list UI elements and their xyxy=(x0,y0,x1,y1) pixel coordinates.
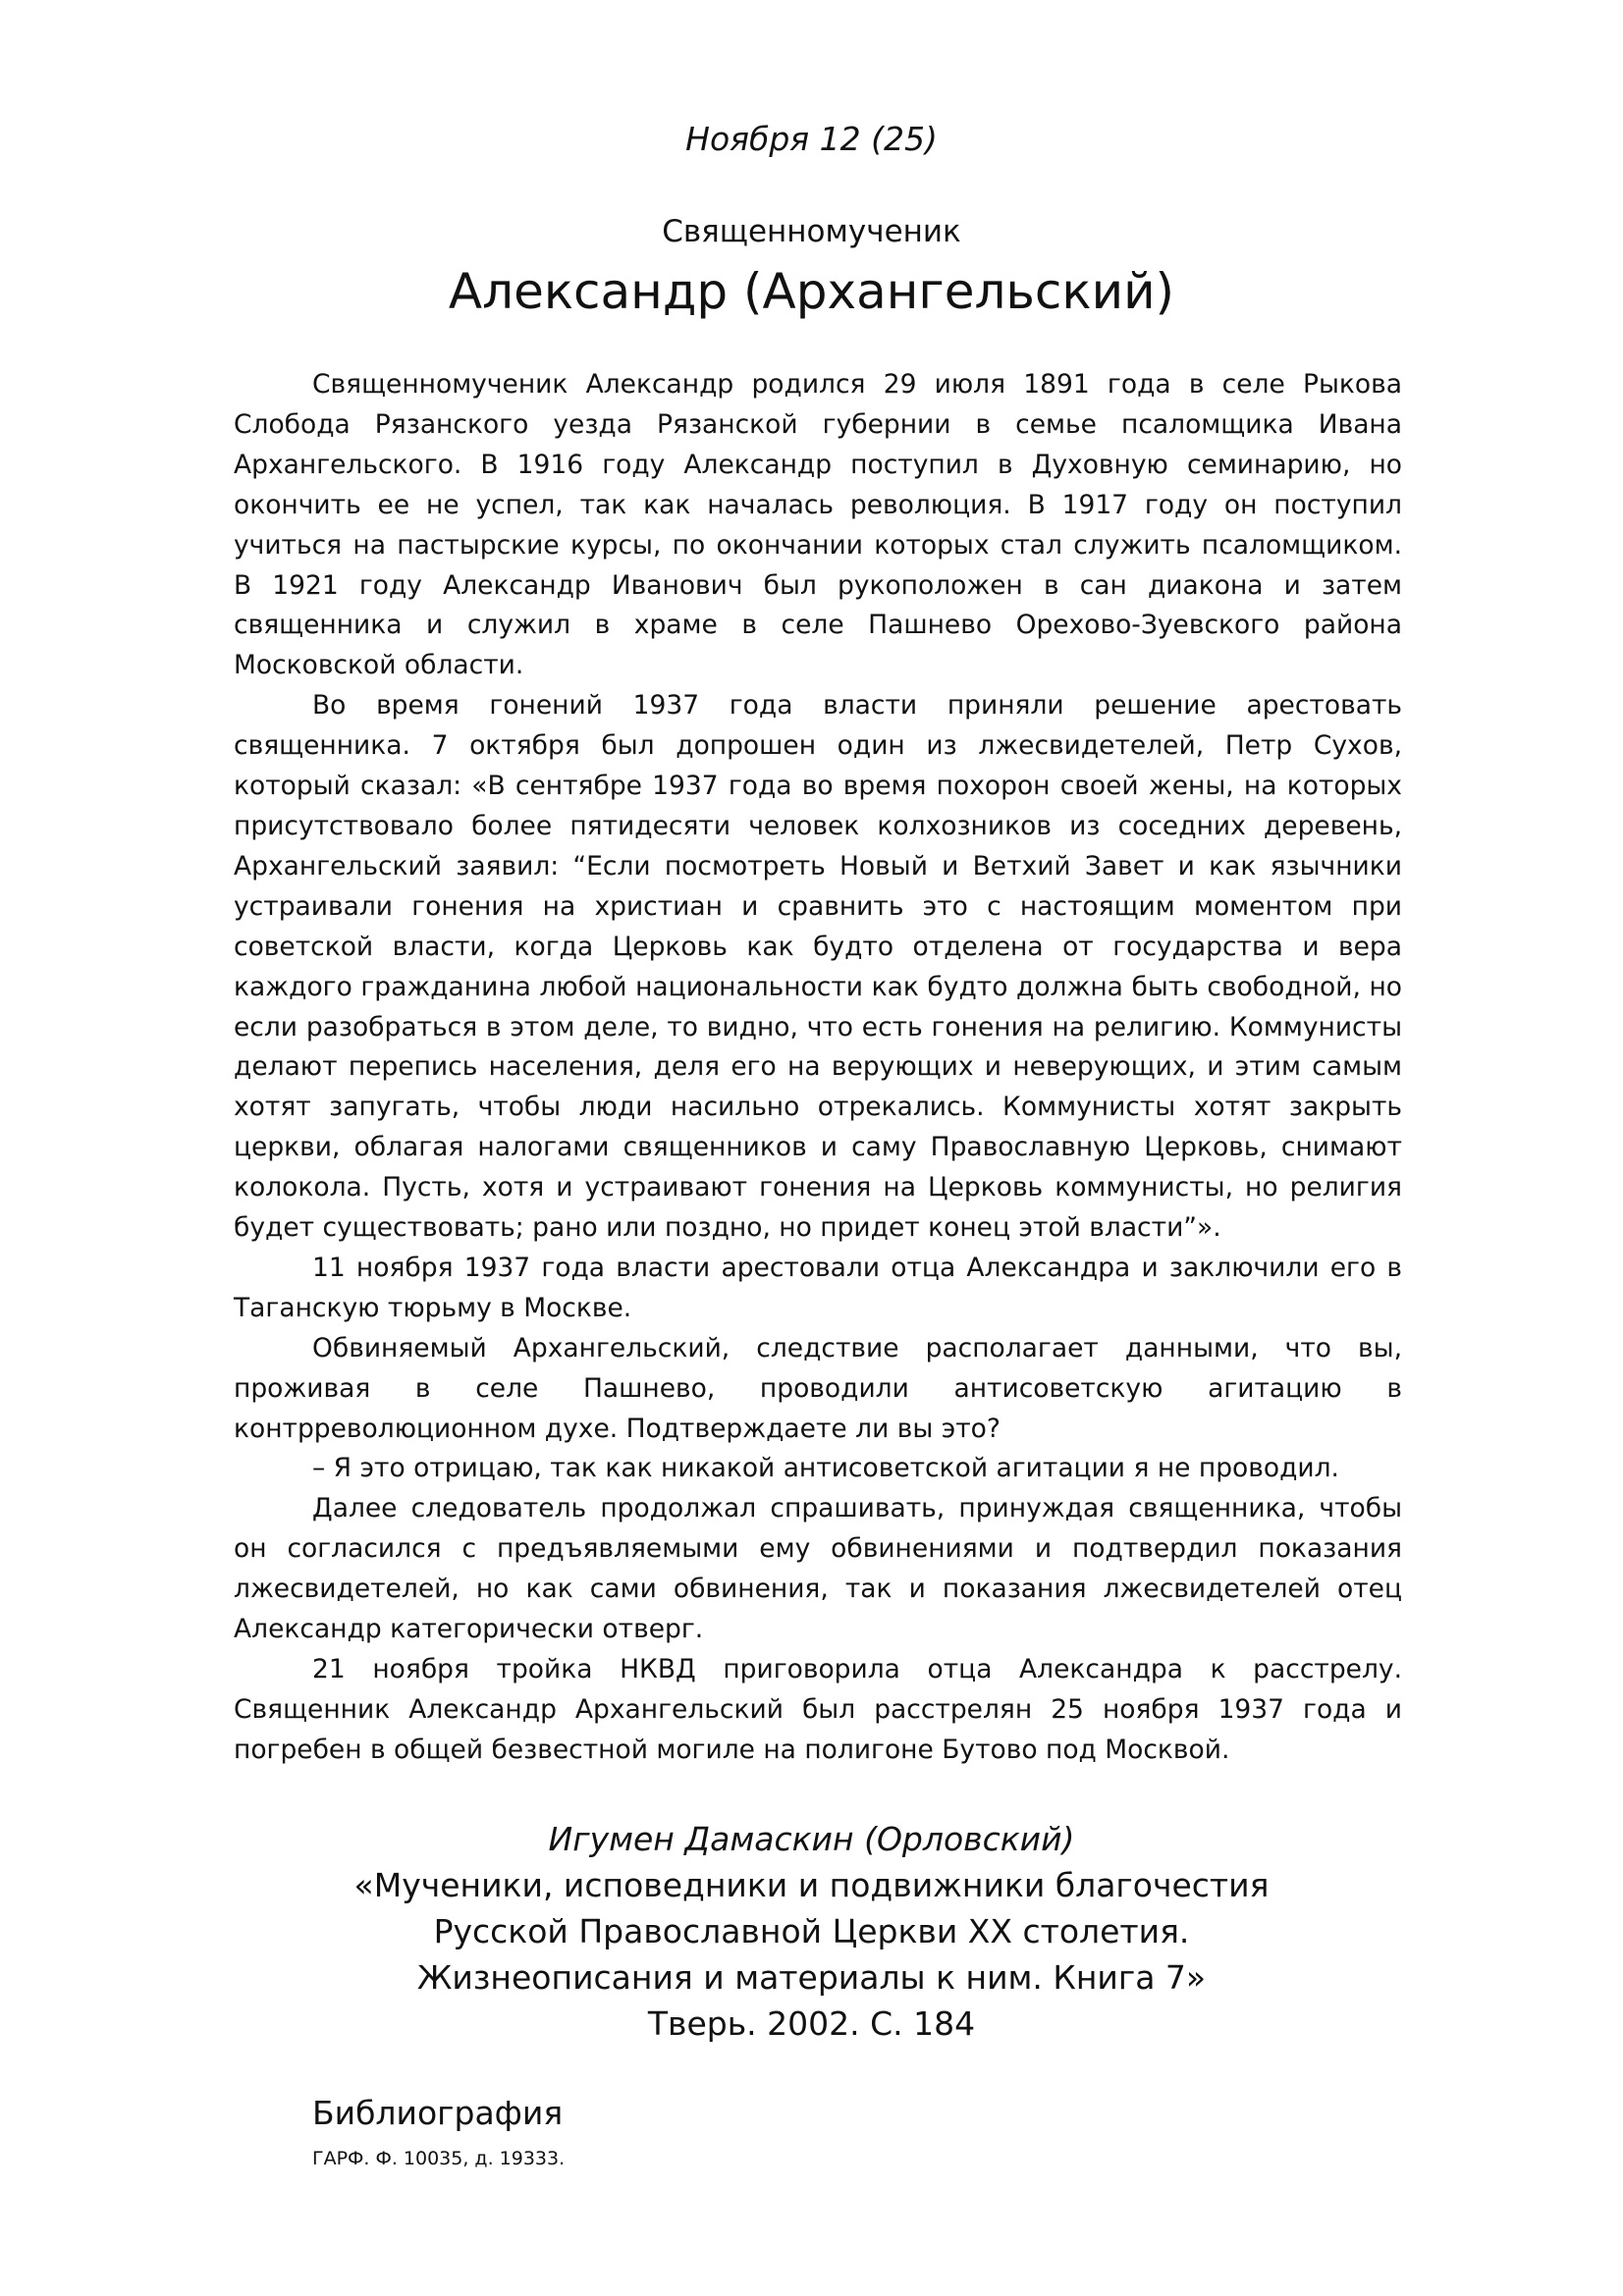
bibliography-heading: Библиография xyxy=(312,2094,564,2132)
saint-rank: Священномученик xyxy=(662,214,961,249)
source-citation xyxy=(0,1816,1623,2047)
feast-date: Ноября 12 (25) xyxy=(685,120,938,158)
source-title-line: «Мученики, исповедники и подвижники благочестия xyxy=(353,1866,1270,1904)
paragraph: Священномученик Александр родился 29 июля 1891 года в селе Рыкова Слобода Рязанского уезда Рязанской губернии в семье псаломщика Ивана Архангельского. В 1916 году Александр поступил в Духовную семинарию, но окончить ее не успел, так как началась революция. В 1917 году он поступил учиться на пастырские курсы, по окончании которых стал служить псаломщиком. В 1921 году Александр Иванович был рукоположен в сан диакона и затем священника и служил в храме в селе Пашнево Орехово-Зуевского района Московской области. xyxy=(234,369,1402,681)
source-author: Игумен Дамаскин (Орловский) xyxy=(548,1820,1075,1858)
paragraph: Обвиняемый Архангельский, следствие располагает данными, что вы, проживая в селе Пашнево, проводили антисоветскую агитацию в контрреволюционном духе. Подтверждаете ли вы это? xyxy=(234,1332,1402,1444)
paragraph: 21 ноября тройка НКВД приговорила отца Александра к расстрелу. Священник Александр Архангельский был расстрелян 25 ноября 1937 года и погребен в общей безвестной могиле на полигоне Бутово под Москвой. xyxy=(234,1654,1402,1765)
paragraph: Далее следователь продолжал спрашивать, принуждая священника, чтобы он согласился с предъявляемыми ему обвинениями и подтвердил показания лжесвидетелей, но как сами обвинения, так и показания лжесвидетелей отец Александр категорически отверг. xyxy=(234,1493,1402,1645)
source-title-line: Русской Православной Церкви ХХ столетия. xyxy=(433,1912,1190,1950)
source-title-line: Жизнеописания и материалы к ним. Книга 7» xyxy=(416,1958,1207,1997)
biography-text xyxy=(234,365,1402,1771)
source-publication: Тверь. 2002. С. 184 xyxy=(647,2004,976,2043)
page-title: Александр (Архангельский) xyxy=(448,263,1175,320)
paragraph: 11 ноября 1937 года власти арестовали отца Александра и заключили его в Таганскую тюрьму в Москве. xyxy=(234,1252,1402,1323)
paragraph: – Я это отрицаю, так как никакой антисоветской агитации я не проводил. xyxy=(312,1453,1339,1484)
paragraph: Во время гонений 1937 года власти приняли решение арестовать священника. 7 октября был допрошен один из лжесвидетелей, Петр Сухов, который сказал: «В сентябре 1937 года во время похорон своей жены, на которых присутствовало более пятидесяти человек колхозников из соседних деревень, Архангельский заявил: “Если посмотреть Новый и Ветхий Завет и как язычники устраивали гонения на христиан и сравнить это с настоящим моментом при советской власти, когда Церковь как будто отделена от государства и вера каждого гражданина любой национальности как будто должна быть свободной, но если разобраться в этом деле, то видно, что есть гонения на религию. Коммунисты делают перепись населения, деля его на верующих и неверующих, и этим самым хотят запугать, чтобы люди насильно отрекались. Коммунисты хотят закрыть церкви, облагая налогами священников и саму Православную Церковь, снимают колокола. Пусть, хотя и устраивают гонения на Церковь коммунисты, но религия будет существовать; рано или поздно, но придет конец этой власти”». xyxy=(234,690,1402,1244)
bibliography-entry: ГАРФ. Ф. 10035, д. 19333. xyxy=(312,2148,566,2169)
